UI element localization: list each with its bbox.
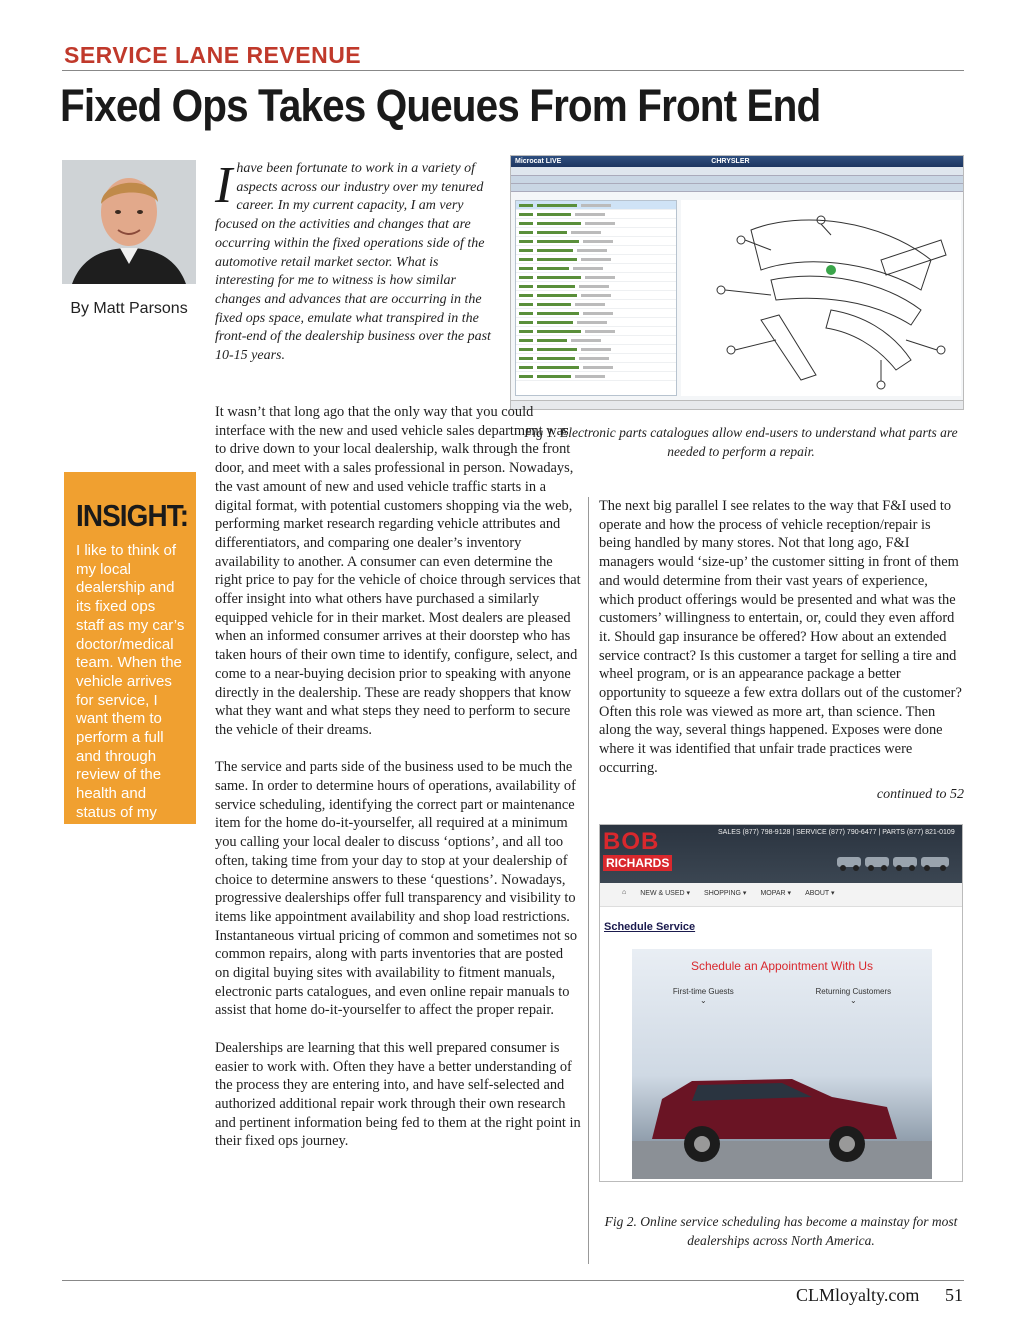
fig1-table-row <box>516 246 676 255</box>
bottom-rule <box>62 1280 964 1281</box>
fig1-filter-bar <box>511 184 963 192</box>
continued-note: continued to 52 <box>876 787 964 802</box>
fig1-table-row <box>516 318 676 327</box>
body-paragraph: The next big parallel I see relates to the way that F&I used to operate and how the process of vehicle reception/repair is being handled by many stores. Not that long ago, F&I managers would ‘size-up’ the customer sitting in front of them and would determine from their vast years of experience, which product offerings would be presented and what was the customers’ willingness to entertain, or, could they even afford it. Should gap insurance be offered? How about an extended service contract? Is this customer a target for selling a tire and wheel program, or is an appearance package a better opportunity to squeeze a few extra dollars out of the customer? Often this role was viewed as more art, than science. Then along the way, several things happened. Exposes were done where it was identified that unfair trade practices were occurring. <box>599 498 962 776</box>
section-label: SERVICE LANE REVENUE <box>64 42 362 68</box>
chevron-down-icon: ⌄ <box>699 996 707 1005</box>
page-number: 51 <box>945 1285 963 1305</box>
insight-box <box>64 472 196 840</box>
fig2-dealer-name-2: RICHARDS <box>603 855 672 871</box>
lead-paragraph <box>215 157 497 366</box>
top-rule <box>62 70 964 71</box>
fig2-first-time-card: First-time Guests ⌄ <box>672 987 734 1005</box>
body-paragraph: It wasn’t that long ago that the only way that you could interface with the new and used vehicle sales department was to drive down to your local dealership, walk through the front door, and meet with a sales professional in person. Nowadays, the vast amount of new and used vehicle traffic starts in a digital format, with potential customers shopping via the web, performing market research regarding vehicle attributes and differentiators, and comparing one dealer’s inventory availability to another. A consumer can even determine the right price to pay for the vehicle of choice through services that offer insight into what others have purchased a similarly equipped vehicle for in their market. Most dealers are pleased when an informed consumer arrives at their doorstep who has taken hours of their own time to identify, configure, select, and come to a near-buying decision prior to speaking with anyone directly in the dealership. These are ready shoppers that know what they want and what steps they need to perform to secure the vehicle of their dreams. <box>215 404 581 738</box>
fig1-breadcrumb-bar <box>511 176 963 184</box>
fig2-nav-item: NEW & USED ▾ <box>640 890 691 897</box>
fig1-table-row <box>516 264 676 273</box>
fig1-caption: Fig 1. Electronic parts catalogues allow end-users to understand what parts are needed to perform a repair. <box>524 425 958 459</box>
fig1-table-row <box>516 300 676 309</box>
fig1-exploded-diagram <box>681 200 961 396</box>
lead-text: have been fortunate to work in a variety of aspects across our industry over my tenured career. In my current capacity, I am very focused on the activities and changes that are occurring within the fixed operations side of the automotive retail market sector. What is interesting for me to witness is how similar changes and advances that are occurring in the fixed ops space, emulate what transpired in the front-end of the dealership business over the past 10-15 years. <box>215 161 491 364</box>
fig1-table-row <box>516 336 676 345</box>
fig1-table-row <box>516 345 676 354</box>
fig2-site-header <box>600 825 962 883</box>
fig2-banner-title: Schedule an Appointment With Us <box>690 959 874 973</box>
fig2-dealer-logo <box>603 828 672 872</box>
fig1-table-row <box>516 291 676 300</box>
fig2-schedule-heading: Schedule Service <box>604 921 696 933</box>
fig2-phone-numbers: SALES (877) 798-9128 | SERVICE (877) 790-6477 | PARTS (877) 821-0109 <box>718 829 955 836</box>
fig1-parts-table <box>515 200 677 396</box>
fig1-table-row <box>516 228 676 237</box>
fig1-table-row <box>516 219 676 228</box>
chevron-down-icon: ⌄ <box>849 996 857 1005</box>
fig2-suv-image <box>632 1029 932 1179</box>
fig1-table-row <box>516 273 676 282</box>
fig2-returning-card: Returning Customers ⌄ <box>815 987 892 1005</box>
fig2-dealer-name-1: BOB <box>603 828 660 855</box>
fig1-table-row <box>516 255 676 264</box>
fig1-toolbar <box>511 167 963 176</box>
footer-site: CLMloyalty.com <box>796 1285 920 1305</box>
fig1-table-row <box>516 309 676 318</box>
fig2-nav-item: SHOPPING ▾ <box>704 890 747 897</box>
body-column-right <box>599 497 965 796</box>
fig2-caption: Fig 2. Online service scheduling has become a mainstay for most dealerships across North America. <box>604 1214 958 1248</box>
fig1-table-row <box>516 363 676 372</box>
drop-cap: I <box>215 157 233 214</box>
fig2-vehicle-lineup <box>835 843 955 873</box>
fig2-appointment-banner <box>632 949 932 1179</box>
insight-title: INSIGHT: <box>76 498 189 533</box>
headline: Fixed Ops Takes Queues From Front End <box>60 80 821 131</box>
fig1-table-row <box>516 327 676 336</box>
fig2-nav-bar <box>600 883 962 907</box>
figure-service-scheduling <box>599 824 963 1182</box>
fig2-nav-item: MOPAR ▾ <box>760 890 792 897</box>
fig1-table-row <box>516 354 676 363</box>
fig1-app-title: Microcat LIVE <box>515 158 562 165</box>
byline: By Matt Parsons <box>70 300 188 317</box>
body-paragraph: Dealerships are learning that this well prepared consumer is easier to work with. Often they have a better understanding of the process they are entering into, and have self-selected and authorized additional repair work through their own research and pertinent information being fed to them at the right point in their fixed ops journey. <box>215 1039 581 1150</box>
figure-parts-catalogue <box>510 155 964 410</box>
fig2-guest-options <box>632 973 932 1005</box>
column-divider <box>588 497 589 1264</box>
insight-text: I like to think of my local dealership and its fixed ops staff as my car’s doctor/medical team. When the vehicle arrives for service, I want them to perform a full and through review of the health and status of my vehicle. <box>76 542 185 840</box>
fig2-home-icon: ⌂ <box>622 889 627 896</box>
body-column-middle <box>215 403 581 1170</box>
fig1-title-bar <box>511 156 963 167</box>
fig1-table-row <box>516 237 676 246</box>
fig2-nav-item: ABOUT ▾ <box>805 890 835 897</box>
fig1-brand: CHRYSLER <box>711 158 750 165</box>
fig1-table-row <box>516 282 676 291</box>
fig1-table-row <box>516 372 676 381</box>
author-photo <box>62 160 196 284</box>
fig1-table-row <box>516 201 676 210</box>
body-paragraph: The service and parts side of the business used to be much the same. In order to determine hours of operations, availability of service scheduling, identifying the correct part or maintenance item for the home do-it-yourselfer, all required at a minimum you calling your local dealer to discuss ‘options’, and all too often, taking time from your day to stop at your dealership of choice to determine answers to these ‘questions’. Nowadays, progressive dealerships offer full transparency and visibility to items like appointment availability and shop load restrictions. Instantaneous virtual pricing of common and sometimes not so common repairs, along with parts inventories that are posted on digital buying sites with availability to fitment manuals, electronic parts catalogues, and even online repair manuals to assist that home do-it-yourselfer to affect the proper repair. <box>215 759 578 1019</box>
fig1-table-row <box>516 210 676 219</box>
